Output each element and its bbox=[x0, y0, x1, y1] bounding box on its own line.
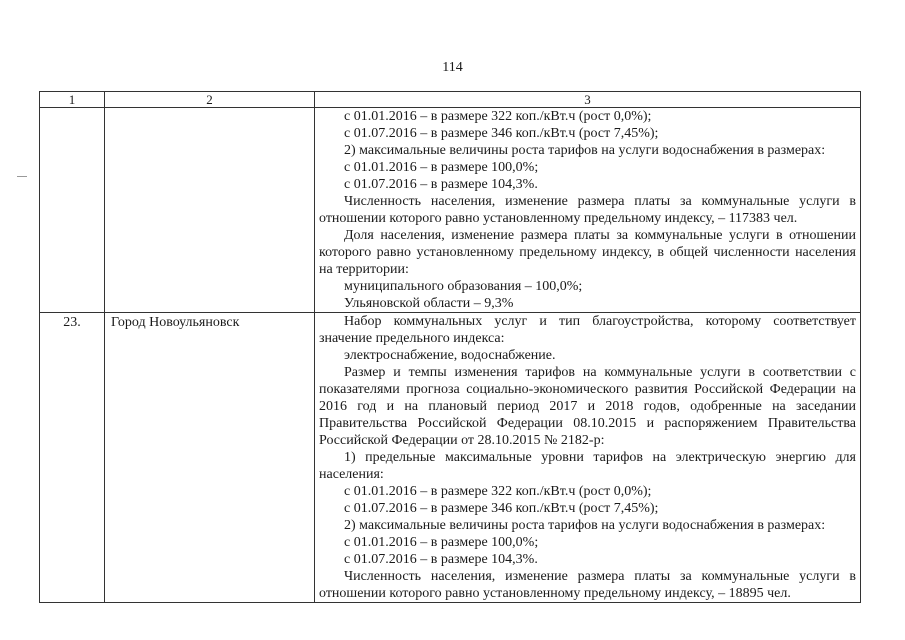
text-line: Набор коммунальных услуг и тип благоустройства, которому соответствует bbox=[344, 314, 856, 329]
text-line: Российской Федерации от 28.10.2015 № 2182-р: bbox=[319, 433, 605, 448]
margin-mark bbox=[17, 176, 27, 177]
text-line: электроснабжение, водоснабжение. bbox=[344, 348, 556, 363]
text-line: Численность населения, изменение размера платы за коммунальные услуги в bbox=[344, 194, 856, 209]
column-header: 2 bbox=[105, 92, 315, 108]
text-line: 2) максимальные величины роста тарифов на услуги водоснабжения в размерах: bbox=[344, 143, 826, 158]
text-line: 1) предельные максимальные уровни тарифов на электрическую энергию для bbox=[344, 450, 856, 465]
text-line: 2) максимальные величины роста тарифов на услуги водоснабжения в размерах: bbox=[344, 518, 826, 533]
text-line: которого равно установленному предельному индексу, в общей численности населения bbox=[319, 245, 856, 260]
text-line: с 01.07.2016 – в размере 346 коп./кВт.ч (рост 7,45%); bbox=[344, 501, 659, 516]
text-line: с 01.07.2016 – в размере 104,3%. bbox=[344, 552, 538, 567]
column-header: 3 bbox=[315, 92, 861, 108]
municipality-name bbox=[105, 108, 315, 313]
text-line: с 01.01.2016 – в размере 100,0%; bbox=[344, 535, 539, 550]
text-line: на территории: bbox=[319, 262, 409, 277]
text-line: Доля населения, изменение размера платы за коммунальные услуги в отношении bbox=[344, 228, 856, 243]
text-line: с 01.01.2016 – в размере 322 коп./кВт.ч (рост 0,0%); bbox=[344, 109, 652, 124]
text-line: отношении которого равно установленному предельному индексу, – 117383 чел. bbox=[319, 211, 798, 226]
page-number: 114 bbox=[442, 60, 463, 75]
row-number bbox=[40, 108, 105, 313]
text-line: населения: bbox=[319, 467, 384, 482]
text-line: значение предельного индекса: bbox=[319, 331, 505, 346]
text-line: 2016 год и на плановый период 2017 и 2018 годов, одобренные на заседании bbox=[319, 399, 856, 414]
tariff-description bbox=[315, 313, 861, 603]
tariff-table bbox=[39, 91, 861, 603]
text-line: с 01.07.2016 – в размере 346 коп./кВт.ч (рост 7,45%); bbox=[344, 126, 659, 141]
text-line: с 01.07.2016 – в размере 104,3%. bbox=[344, 177, 538, 192]
table-header-row bbox=[40, 92, 861, 108]
text-line: с 01.01.2016 – в размере 100,0%; bbox=[344, 160, 539, 175]
text-line: отношении которого равно установленному предельному индексу, – 18895 чел. bbox=[319, 586, 791, 601]
text-line: Размер и темпы изменения тарифов на коммунальные услуги в соответствии с bbox=[344, 365, 856, 380]
text-line: показателями прогноза социально-экономического развития Российской Федерации на bbox=[319, 382, 856, 397]
text-line: с 01.01.2016 – в размере 322 коп./кВт.ч (рост 0,0%); bbox=[344, 484, 652, 499]
row-number: 23. bbox=[40, 313, 105, 603]
table-row bbox=[40, 313, 861, 603]
text-line: Ульяновской области – 9,3% bbox=[344, 296, 514, 311]
table-row bbox=[40, 108, 861, 313]
text-line: Правительства Российской Федерации 08.10.2015 и распоряжением Правительства bbox=[319, 416, 856, 431]
column-header: 1 bbox=[40, 92, 105, 108]
tariff-description bbox=[315, 108, 861, 313]
text-line: Численность населения, изменение размера платы за коммунальные услуги в bbox=[344, 569, 856, 584]
text-line: муниципального образования – 100,0%; bbox=[344, 279, 583, 294]
municipality-name: Город Новоульяновск bbox=[105, 313, 315, 603]
